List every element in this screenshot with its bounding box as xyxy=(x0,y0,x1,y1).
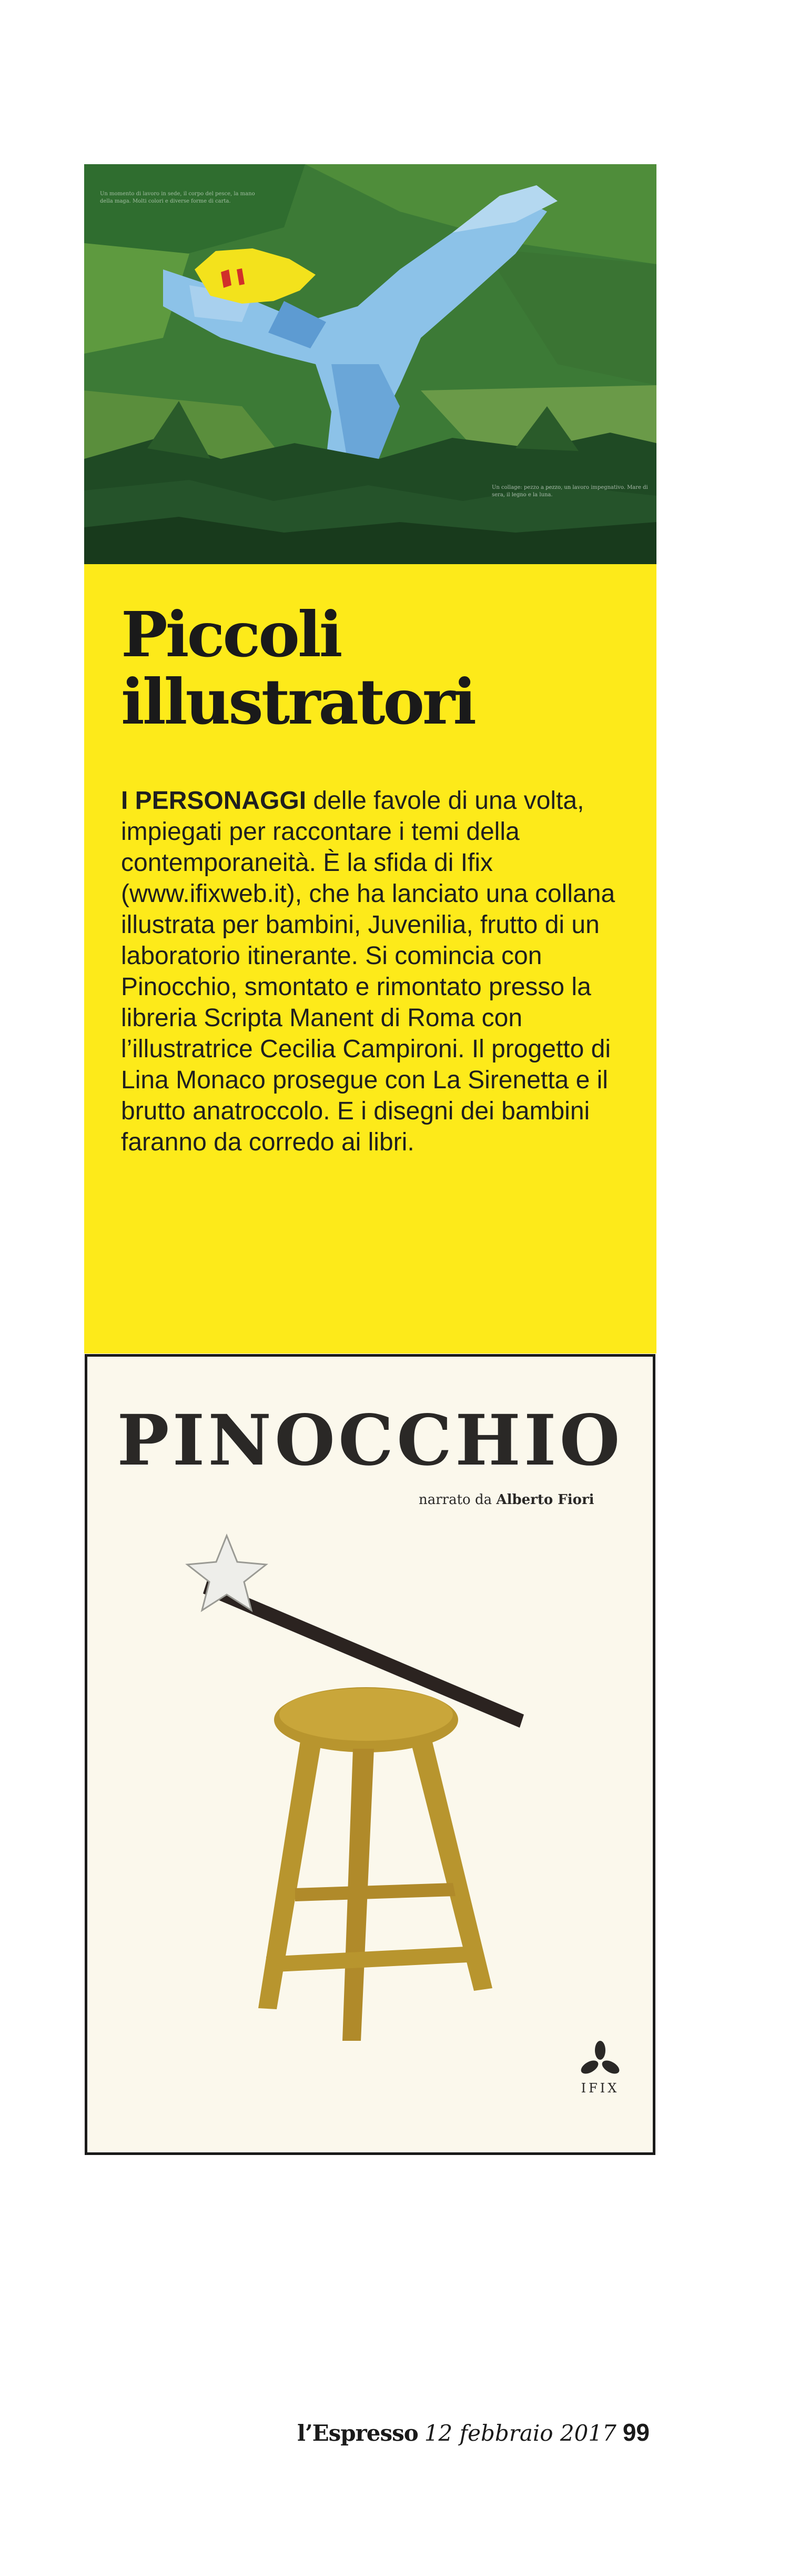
publisher-logo xyxy=(571,2041,629,2096)
article-body-text: delle favole di una volta, impiegati per raccontare i temi della contemporaneità. È la sfida di Ifix (www.ifixweb.it), che ha lanciato una collana illustrata per bambini, Juvenilia, frutto di un laboratorio itinerante. Si comincia con Pinocchio, smontato e rimontato presso la libreria Scripta Manent di Roma con l’illustratrice Cecilia Campironi. Il progetto di Lina Monaco prosegue con La Sirenetta e il brutto anatroccolo. E i disegni dei bambini faranno da corredo ai libri. xyxy=(121,787,615,1156)
publisher-name: IFIX xyxy=(581,2081,620,2096)
article-body xyxy=(121,785,636,1158)
headline-line-2: illustratori xyxy=(121,665,475,738)
cover-author: Alberto Fiori xyxy=(496,1492,594,1508)
ifix-logo-icon xyxy=(579,2041,621,2078)
page-folio xyxy=(297,2418,650,2447)
page-number: 99 xyxy=(622,2419,650,2446)
collage-illustration xyxy=(84,164,656,564)
cover-title: PINOCCHIO xyxy=(117,1400,623,1481)
cover-subtitle xyxy=(419,1492,594,1508)
article-headline xyxy=(121,598,626,738)
issue-date: 12 febbraio 2017 xyxy=(424,2420,616,2446)
book-cover xyxy=(85,1354,655,2155)
headline-line-1: Piccoli xyxy=(121,598,341,671)
magazine-name: l’Espresso xyxy=(297,2420,418,2446)
article-lead: I PERSONAGGI xyxy=(121,787,307,815)
collage-artwork xyxy=(84,164,656,564)
collage-caption-bottom: Un collage: pezzo a pezzo, un lavoro impegnativo. Mare di sera, il legno e la luna. xyxy=(492,485,648,498)
article-box xyxy=(84,564,656,1354)
cover-narrated-by: narrato da xyxy=(419,1492,497,1508)
collage-caption-top: Un momento di lavoro in sede, il corpo del pesce, la mano della maga. Molti colori e diverse forme di carta. xyxy=(100,191,255,204)
